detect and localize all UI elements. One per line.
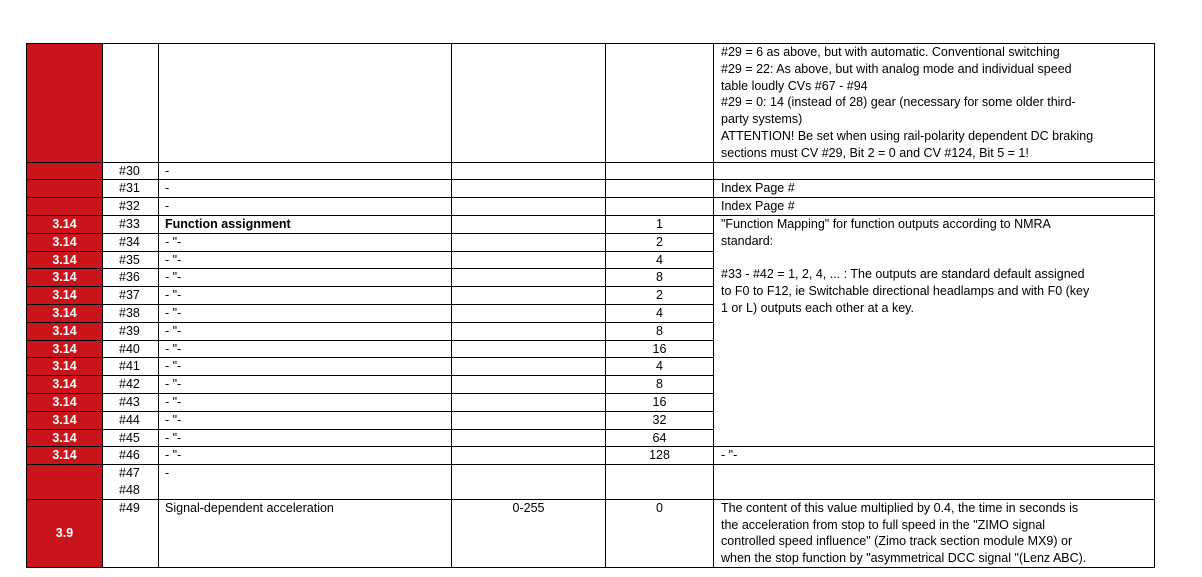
desc-line: the acceleration from stop to full speed in the "ZIMO signal <box>721 517 1046 532</box>
default-cell: 4 <box>606 251 714 269</box>
section-cell: 3.14 <box>27 322 103 340</box>
default-cell <box>606 44 714 163</box>
cv-number-cell: #41 <box>103 358 159 376</box>
description-cell <box>714 162 1155 180</box>
desc-line: Index Page # <box>721 199 795 214</box>
cv-name-cell: - "- <box>159 340 452 358</box>
default-cell: 2 <box>606 287 714 305</box>
default-cell: 4 <box>606 304 714 322</box>
desc-line: - "- <box>721 448 738 463</box>
desc-line: 1 or L) outputs each other at a key. <box>721 300 914 315</box>
section-cell: 3.14 <box>27 251 103 269</box>
cv-number-cell: #40 <box>103 340 159 358</box>
table-row <box>27 162 1155 180</box>
cv-table <box>26 43 1155 568</box>
description-cell <box>714 499 1155 567</box>
default-cell: 1 <box>606 215 714 233</box>
cv-number-cell: #47 #48 <box>103 465 159 500</box>
cv-name-cell: - <box>159 465 452 500</box>
default-cell: 32 <box>606 411 714 429</box>
cv-name-cell: - "- <box>159 269 452 287</box>
description-cell <box>714 447 1155 465</box>
cv-name-cell: - "- <box>159 322 452 340</box>
range-cell <box>452 233 606 251</box>
cv-name-cell <box>159 44 452 163</box>
default-cell: 4 <box>606 358 714 376</box>
cv-name-cell: - <box>159 180 452 198</box>
description-cell <box>714 180 1155 198</box>
range-cell <box>452 44 606 163</box>
desc-line: sections must CV #29, Bit 2 = 0 and CV #124, Bit 5 = 1! <box>721 145 1029 160</box>
default-cell: 8 <box>606 376 714 394</box>
cv-name-cell: - <box>159 198 452 216</box>
range-cell <box>452 393 606 411</box>
cv-number-cell: #34 <box>103 233 159 251</box>
cv-number-cell: #45 <box>103 429 159 447</box>
range-cell <box>452 304 606 322</box>
cv-number-cell: #46 <box>103 447 159 465</box>
table-row <box>27 447 1155 465</box>
cv-name-cell: - "- <box>159 429 452 447</box>
section-cell: 3.14 <box>27 269 103 287</box>
desc-line: controlled speed influence" (Zimo track section module MX9) or <box>721 534 1073 549</box>
cv-number-cell: #39 <box>103 322 159 340</box>
default-cell: 16 <box>606 340 714 358</box>
cv-number-cell: #31 <box>103 180 159 198</box>
cv-name-cell: - "- <box>159 233 452 251</box>
cv-number-cell: #38 <box>103 304 159 322</box>
range-cell <box>452 322 606 340</box>
range-cell <box>452 287 606 305</box>
range-cell <box>452 340 606 358</box>
range-cell <box>452 376 606 394</box>
default-cell: 8 <box>606 322 714 340</box>
section-cell <box>27 180 103 198</box>
range-cell <box>452 180 606 198</box>
cv-number-cell: #43 <box>103 393 159 411</box>
range-cell: 0-255 <box>452 499 606 567</box>
cv-number-cell: #35 <box>103 251 159 269</box>
cv-number-cell: #37 <box>103 287 159 305</box>
section-cell: 3.14 <box>27 358 103 376</box>
cv-name-cell: - "- <box>159 251 452 269</box>
table-row <box>27 499 1155 567</box>
default-cell: 128 <box>606 447 714 465</box>
desc-line: Index Page # <box>721 181 795 196</box>
cv-name-cell: - "- <box>159 287 452 305</box>
desc-line: party systems) <box>721 112 803 127</box>
table-row <box>27 180 1155 198</box>
description-cell <box>714 44 1155 163</box>
section-cell: 3.14 <box>27 393 103 411</box>
table-row <box>27 465 1155 500</box>
section-cell: 3.14 <box>27 233 103 251</box>
description-cell <box>714 198 1155 216</box>
desc-line: when the stop function by "asymmetrical DCC signal "(Lenz ABC). <box>721 551 1087 566</box>
table-row <box>27 215 1155 233</box>
section-cell <box>27 465 103 500</box>
range-cell <box>452 162 606 180</box>
cv-number-cell: #32 <box>103 198 159 216</box>
section-cell: 3.14 <box>27 287 103 305</box>
default-cell: 0 <box>606 499 714 567</box>
desc-line: The content of this value multiplied by 0.4, the time in seconds is <box>721 500 1079 515</box>
cv-name-cell: - "- <box>159 304 452 322</box>
section-cell: 3.14 <box>27 447 103 465</box>
cv-number-cell: #49 <box>103 499 159 567</box>
default-cell: 16 <box>606 393 714 411</box>
section-cell: 3.14 <box>27 215 103 233</box>
default-cell <box>606 198 714 216</box>
description-cell <box>714 465 1155 500</box>
default-cell: 8 <box>606 269 714 287</box>
desc-line: #29 = 22: As above, but with analog mode and individual speed <box>721 61 1072 76</box>
section-cell: 3.14 <box>27 304 103 322</box>
range-cell <box>452 429 606 447</box>
range-cell <box>452 358 606 376</box>
default-cell: 2 <box>606 233 714 251</box>
desc-line: #29 = 6 as above, but with automatic. Conventional switching <box>721 45 1060 59</box>
cv-name-cell: Signal-dependent acceleration <box>159 499 452 567</box>
range-cell <box>452 447 606 465</box>
desc-line: #29 = 0: 14 (instead of 28) gear (necessary for some older third- <box>721 95 1076 110</box>
cv-number-cell: #44 <box>103 411 159 429</box>
desc-line: standard: <box>721 233 774 248</box>
default-cell <box>606 162 714 180</box>
section-cell: 3.14 <box>27 411 103 429</box>
range-cell <box>452 269 606 287</box>
default-cell <box>606 465 714 500</box>
cv-number-cell: #42 <box>103 376 159 394</box>
description-cell <box>714 215 1155 446</box>
section-cell <box>27 198 103 216</box>
cv-name-cell: - "- <box>159 447 452 465</box>
section-cell: 3.14 <box>27 340 103 358</box>
range-cell <box>452 411 606 429</box>
cv-name-cell: - "- <box>159 376 452 394</box>
desc-line: "Function Mapping" for function outputs according to NMRA <box>721 216 1051 231</box>
cv-name-cell: - <box>159 162 452 180</box>
section-cell: 3.9 <box>27 499 103 567</box>
range-cell <box>452 198 606 216</box>
desc-line: table loudly CVs #67 - #94 <box>721 78 868 93</box>
cv-name-cell: - "- <box>159 358 452 376</box>
range-cell <box>452 251 606 269</box>
cv-name-cell: Function assignment <box>159 215 452 233</box>
desc-line <box>721 250 1148 267</box>
section-cell: 3.14 <box>27 429 103 447</box>
table-row <box>27 198 1155 216</box>
default-cell: 64 <box>606 429 714 447</box>
range-cell <box>452 465 606 500</box>
section-cell <box>27 44 103 163</box>
range-cell <box>452 215 606 233</box>
desc-line: ATTENTION! Be set when using rail-polarity dependent DC braking <box>721 128 1094 143</box>
default-cell <box>606 180 714 198</box>
cv-number-cell: #30 <box>103 162 159 180</box>
desc-line: to F0 to F12, ie Switchable directional headlamps and with F0 (key <box>721 284 1090 299</box>
cv-number-cell <box>103 44 159 163</box>
cv-name-cell: - "- <box>159 393 452 411</box>
cv-number-cell: #33 <box>103 215 159 233</box>
desc-line: #33 - #42 = 1, 2, 4, ... : The outputs are standard default assigned <box>721 267 1085 282</box>
cv-name-cell: - "- <box>159 411 452 429</box>
cv-number-cell: #36 <box>103 269 159 287</box>
section-cell: 3.14 <box>27 376 103 394</box>
section-cell <box>27 162 103 180</box>
table-row <box>27 44 1155 163</box>
